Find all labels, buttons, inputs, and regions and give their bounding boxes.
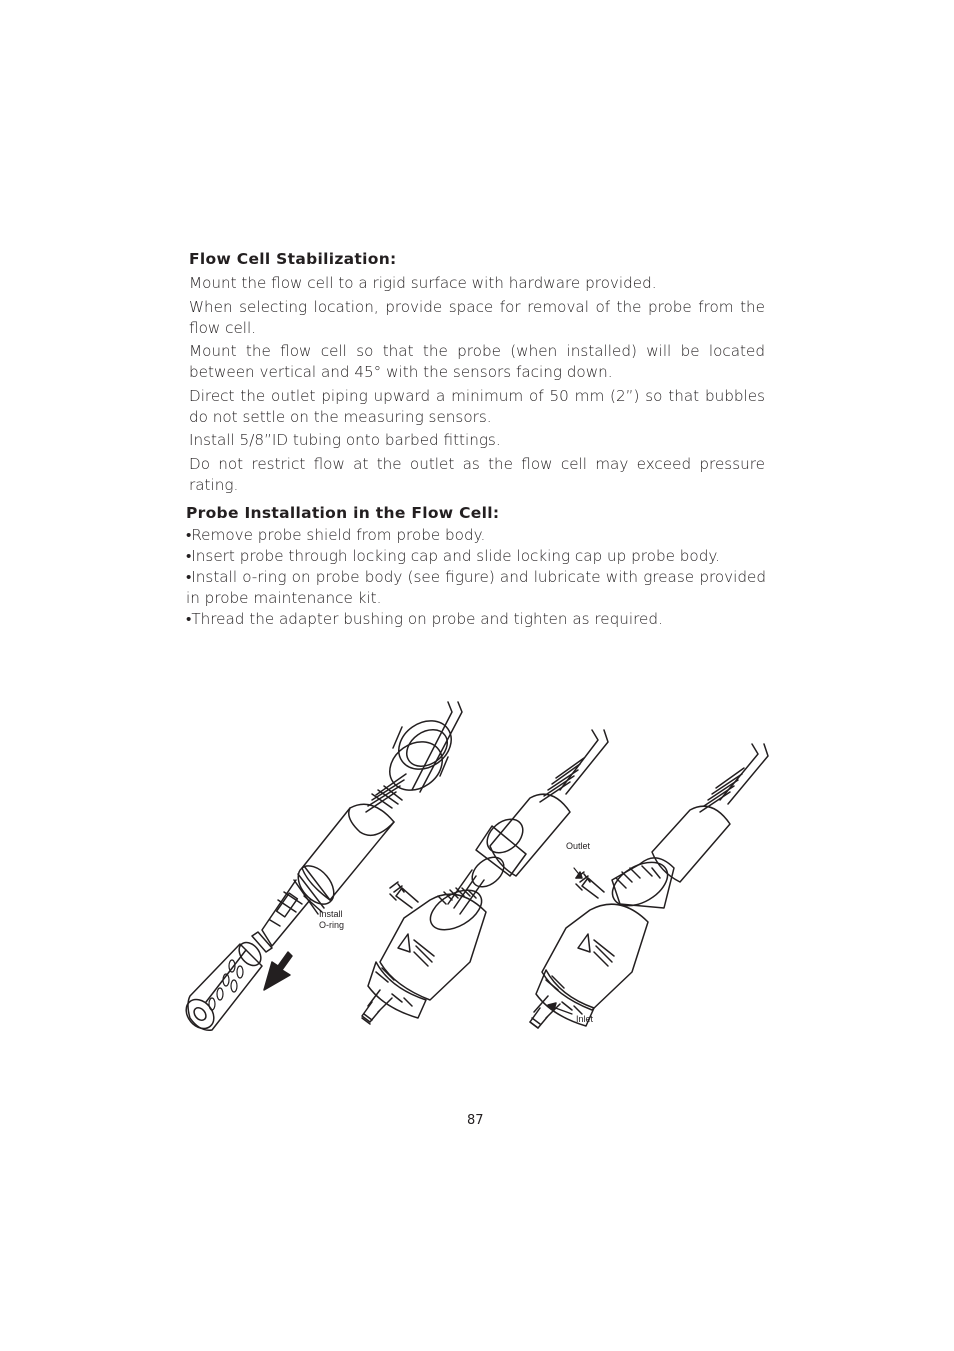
callout-install-oring	[319, 909, 344, 931]
probe-partially-inserted	[362, 730, 608, 1024]
probe-shield-icon	[181, 938, 266, 1034]
paragraph-select-location: When selecting location, provide space for removal of the probe from the flow cell.	[189, 298, 765, 337]
bullet-remove-shield: •Remove probe shield from probe body.	[186, 526, 486, 544]
bullet-insert-probe: •Insert probe through locking cap and slide locking cap up probe body.	[186, 547, 721, 565]
page-number: 87	[467, 1113, 484, 1128]
callout-outlet: Outlet	[566, 841, 591, 851]
paragraph-mount-flow-cell: Mount the flow cell to a rigid surface with hardware provided.	[189, 274, 657, 292]
paragraph-install-tubing: Install 5/8”ID tubing onto barbed fittings.	[189, 431, 501, 449]
bullet-install-oring: •Install o-ring on probe body (see figure) and lubricate with grease provided in probe maintenance kit.	[186, 568, 766, 607]
removal-arrow-icon	[264, 952, 292, 990]
callout-install-line1: Install	[319, 909, 343, 919]
probe-installed	[530, 744, 768, 1028]
callout-inlet: Inlet	[576, 1014, 594, 1024]
section-heading-probe-installation: Probe Installation in the Flow Cell:	[186, 504, 500, 522]
bullet-thread-bushing: •Thread the adapter bushing on probe and tighten as required.	[186, 610, 663, 628]
paragraph-do-not-restrict: Do not restrict flow at the outlet as the flow cell may exceed pressure rating.	[189, 455, 765, 494]
paragraph-outlet-piping: Direct the outlet piping upward a minimum of 50 mm (2”) so that bubbles do not settle on the measuring sensors.	[189, 387, 765, 426]
probe-with-shield-removed	[181, 702, 462, 1034]
section-heading-flow-cell-stabilization: Flow Cell Stabilization:	[189, 250, 397, 268]
paragraph-probe-orientation: Mount the flow cell so that the probe (when installed) will be located between vertical and 45° with the sensors facing down.	[189, 342, 765, 381]
callout-install-line2: O-ring	[319, 920, 345, 930]
